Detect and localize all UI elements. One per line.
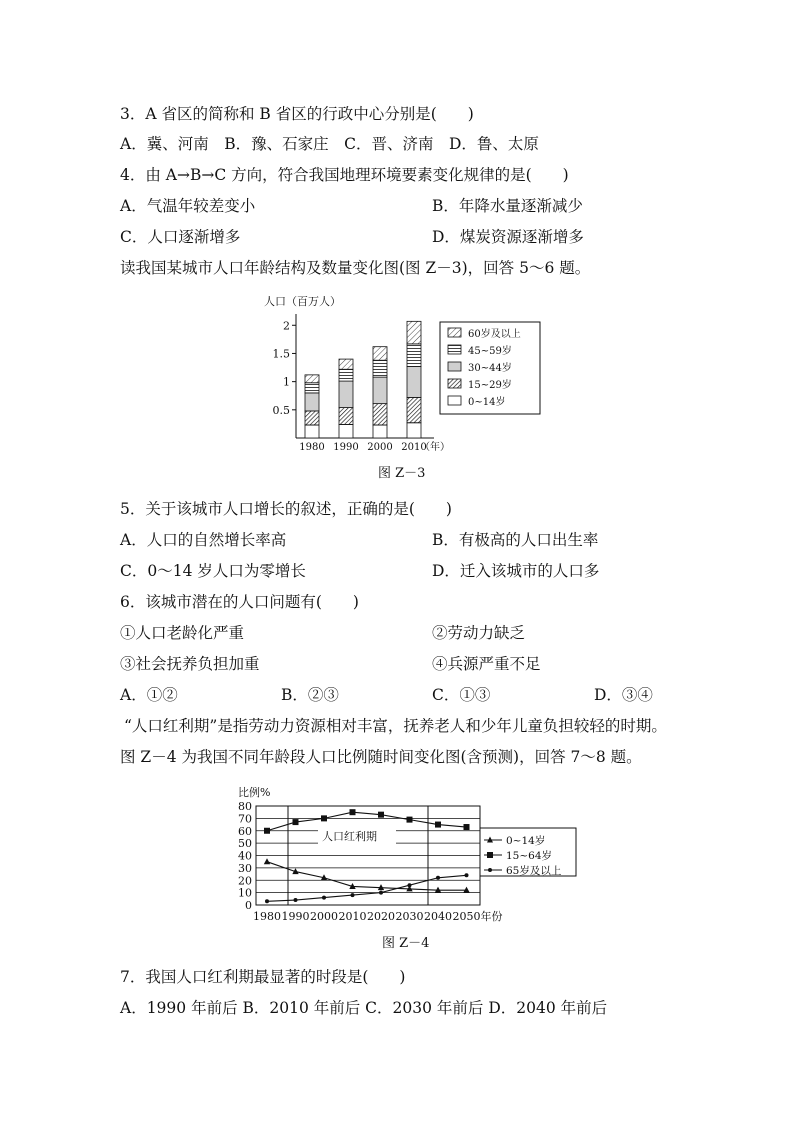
chart3-xtick-label: 2000 [367, 442, 393, 453]
chart3-legend-label: 60岁及以上 [468, 329, 521, 340]
chart3-legend-swatch [448, 396, 461, 405]
chart3-ytick-label: 0.5 [272, 403, 290, 417]
chart3-xtick-label: 1980 [299, 442, 325, 453]
bar-segment [305, 375, 319, 383]
q6-item-3: ③社会抚养负担加重 [120, 655, 260, 673]
q6-item-2: ②劳动力缺乏 [432, 624, 526, 642]
data-point [436, 876, 440, 880]
bar-segment [373, 360, 387, 377]
q6-option-b: B．②③ [281, 686, 339, 704]
chart4-x-unit: 年份 [480, 910, 503, 923]
chart3-legend-swatch [448, 362, 461, 371]
chart4-xtick-label: 2050 [452, 910, 481, 923]
q6-stem: 6．该城市潜在的人口问题有( ) [120, 593, 359, 611]
q7-stem: 7．我国人口红利期最显著的时段是( ) [120, 968, 406, 986]
age-group-proportion-chart [232, 782, 580, 926]
chart3-legend-swatch [448, 328, 461, 337]
chart4-xtick-label: 2030 [395, 910, 424, 923]
q5-option-b: B．有极高的人口出生率 [432, 531, 599, 549]
intro-figure-4-line-1: “人口红利期”是指劳动力资源相对丰富，抚养老人和少年儿童负担较轻的时期。 [124, 717, 667, 735]
data-point [264, 858, 270, 864]
chart4-ytick-label: 0 [245, 899, 252, 912]
bar-segment [305, 393, 319, 411]
chart4-ytick-label: 60 [238, 824, 252, 838]
data-point [264, 828, 270, 834]
q3-stem: 3．A 省区的简称和 B 省区的行政中心分别是( ) [120, 105, 474, 123]
chart4-xtick-label: 2020 [367, 910, 395, 923]
bar-segment [373, 425, 387, 438]
q5-stem: 5．关于该城市人口增长的叙述，正确的是( ) [120, 500, 452, 518]
data-point [435, 822, 441, 828]
chart4-ytick-label: 40 [238, 849, 252, 863]
chart4-annotation: 人口红利期 [322, 830, 377, 843]
q4-option-b: B．年降水量逐渐减少 [432, 197, 583, 215]
data-point [350, 809, 356, 815]
chart4-ytick-label: 70 [238, 812, 252, 826]
chart4-legend-marker [487, 852, 493, 858]
data-point [321, 815, 327, 821]
q7-options: A．1990 年前后 B．2010 年前后 C．2030 年前后 D．2040 年前后 [120, 999, 608, 1017]
chart4-ytick-label: 30 [238, 861, 252, 875]
q5-option-d: D．迁入该城市的人口多 [432, 562, 600, 580]
chart4-ytick-label: 80 [238, 800, 252, 813]
series-line [267, 875, 467, 901]
q6-item-4: ④兵源严重不足 [432, 655, 541, 673]
chart3-legend-swatch [448, 379, 461, 388]
bar-segment [407, 344, 421, 367]
chart3-x-unit: （年） [420, 442, 450, 453]
chart3-ylabel: 人口（百万人） [264, 295, 341, 308]
chart3-legend-label: 45~59岁 [468, 346, 512, 357]
data-point [407, 817, 413, 823]
figure-3-caption: 图 Z－3 [378, 466, 426, 481]
data-point [265, 899, 269, 903]
bar-segment [407, 321, 421, 344]
chart3-legend-label: 30~44岁 [468, 363, 512, 374]
chart3-ytick-label: 1 [283, 375, 290, 389]
data-point [465, 873, 469, 877]
bar-segment [373, 347, 387, 361]
chart3-ytick-label: 1.5 [272, 347, 290, 361]
q6-option-d: D．③④ [594, 686, 653, 704]
data-point [322, 896, 326, 900]
intro-figure-4-line-2: 图 Z－4 为我国不同年龄段人口比例随时间变化图(含预测)，回答 7～8 题。 [120, 748, 642, 766]
data-point [464, 824, 470, 830]
data-point [293, 819, 299, 825]
chart4-xtick-label: 2010 [338, 910, 367, 923]
q4-option-d: D．煤炭资源逐渐增多 [432, 228, 584, 246]
bar-segment [339, 381, 353, 407]
q6-item-1: ①人口老龄化严重 [120, 624, 245, 642]
chart3-legend-label: 0~14岁 [468, 397, 506, 408]
bar-segment [339, 408, 353, 425]
q5-option-a: A．人口的自然增长率高 [120, 531, 287, 549]
chart4-legend-marker [488, 868, 492, 872]
q4-stem: 4．由 A→B→C 方向，符合我国地理环境要素变化规律的是( ) [120, 166, 569, 184]
bar-segment [407, 397, 421, 422]
series-line [267, 862, 467, 890]
chart4-xtick-label: 2040 [424, 910, 452, 923]
figure-4-caption: 图 Z－4 [382, 936, 430, 951]
chart3-xtick-label: 2010 [401, 442, 427, 453]
bar-segment [305, 383, 319, 393]
chart3-xtick-label: 1990 [333, 442, 359, 453]
bar-segment [339, 359, 353, 369]
q4-option-a: A．气温年较差变小 [120, 197, 256, 215]
chart3-ytick-label: 2 [283, 319, 290, 333]
chart4-xtick-label: 1990 [281, 910, 310, 923]
chart4-legend-label: 65岁及以上 [506, 865, 562, 877]
population-age-structure-chart [262, 290, 552, 456]
bar-segment [373, 377, 387, 403]
intro-figure-3: 读我国某城市人口年龄结构及数量变化图(图 Z－3)，回答 5～6 题。 [120, 259, 591, 277]
bar-segment [305, 411, 319, 425]
bar-segment [339, 424, 353, 438]
bar-segment [407, 423, 421, 438]
q5-option-c: C．0～14 岁人口为零增长 [120, 562, 306, 580]
bar-segment [339, 369, 353, 381]
bar-segment [305, 425, 319, 438]
data-point [379, 891, 383, 895]
q4-option-c: C．人口逐渐增多 [120, 228, 241, 246]
data-point [378, 812, 384, 818]
q6-option-a: A．①② [120, 686, 178, 704]
chart4-ytick-label: 20 [238, 874, 252, 888]
chart4-legend-label: 15~64岁 [506, 850, 553, 862]
data-point [294, 898, 298, 902]
chart3-legend-label: 15~29岁 [468, 380, 512, 391]
bar-segment [373, 404, 387, 425]
chart4-xtick-label: 1980 [253, 910, 281, 923]
chart4-ytick-label: 50 [238, 837, 252, 851]
chart4-xtick-label: 2000 [310, 910, 338, 923]
chart3-legend-swatch [448, 345, 461, 354]
chart4-ylabel: 比例% [238, 786, 271, 799]
q6-option-c: C．①③ [432, 686, 491, 704]
data-point [408, 883, 412, 887]
data-point [351, 893, 355, 897]
bar-segment [407, 366, 421, 397]
chart4-ytick-label: 10 [238, 886, 252, 900]
chart4-legend-label: 0~14岁 [506, 835, 546, 847]
q3-options: A．冀、河南 B．豫、石家庄 C．晋、济南 D．鲁、太原 [120, 135, 539, 153]
